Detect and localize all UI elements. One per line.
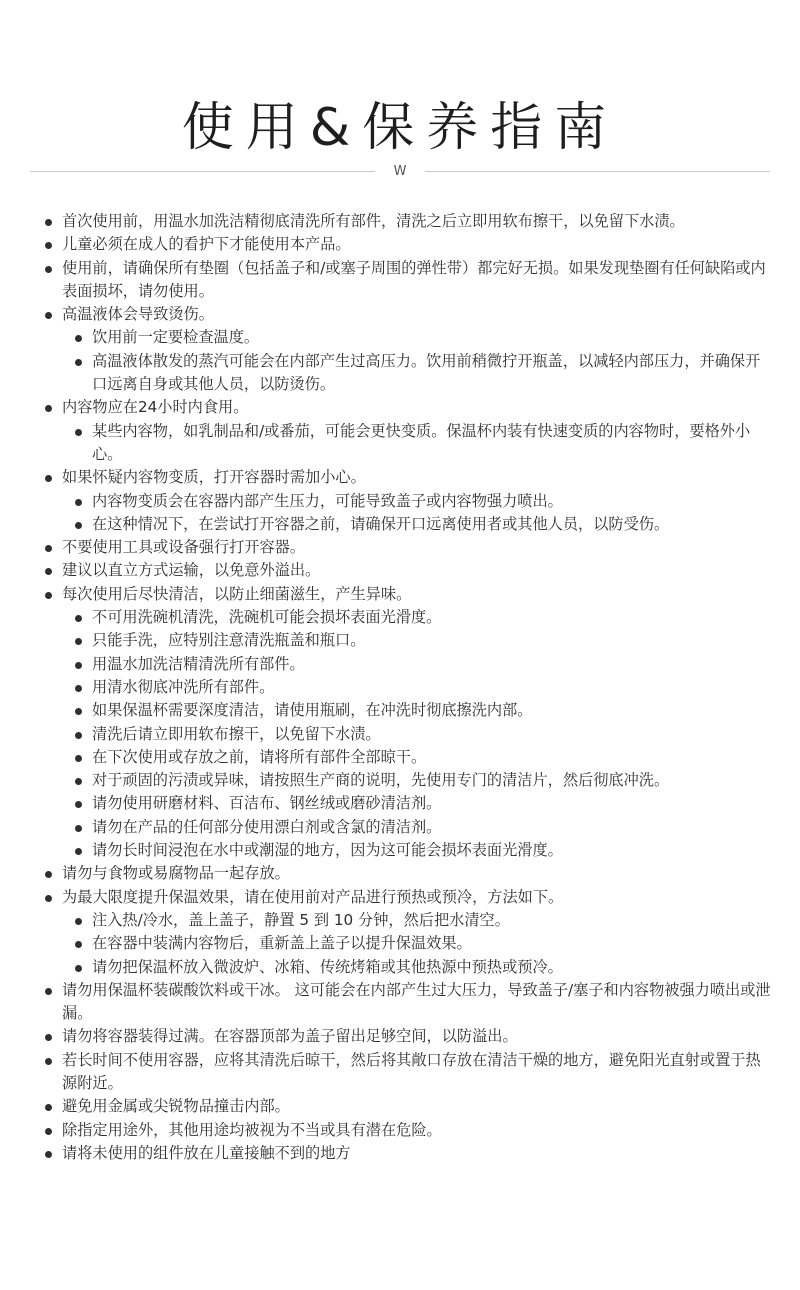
guide-subitem [74,653,774,676]
guide-subitem [74,769,774,792]
guide-item-text: 首次使用前，用温水加洗洁精彻底清洗所有部件，清洗之后立即用软布擦干，以免留下水渍。 [62,212,685,230]
guide-item [44,396,774,419]
guide-item-text: 高温液体会导致烫伤。 [62,305,214,324]
bullet-icon [45,1128,52,1135]
bullet-icon [45,405,52,412]
bullet-icon [45,1104,52,1111]
guide-item-text: 请勿在产品的任何部分使用漂白剂或含氯的清洁剂。 [92,817,442,836]
bullet-icon [75,778,82,785]
guide-item [44,466,774,489]
guide-item-text: 在这种情况下，在尝试打开容器之前，请确保开口远离使用者或其他人员，以防受伤。 [92,514,670,533]
guide-item-text: 高温液体散发的蒸汽可能会在内部产生过高压力。饮用前稍微拧开瓶盖，以减轻内部压力，并确保开口远离自身或其他人员，以防烫伤。 [92,351,761,394]
guide-subitem [74,816,774,839]
guide-subitem [74,513,774,536]
guide-item-text: 内容物应在24小时内食用。 [62,398,249,417]
guide-item-text: 请勿将容器装得过满。在容器顶部为盖子留出足够空间，以防溢出。 [62,1027,518,1046]
guide-item [44,862,774,885]
guide-item-text: 为最大限度提升保温效果，请在使用前对产品进行预热或预冷，方法如下。 [62,887,564,906]
bullet-icon [45,266,52,273]
bullet-icon [45,592,52,599]
divider-mark: W [393,164,407,179]
divider-line-right [425,171,770,172]
guide-item [44,1049,774,1096]
guide-item-text: 不可用洗碗机清洗，洗碗机可能会损坏表面光滑度。 [92,608,442,627]
guide-subitem [74,676,774,699]
guide-item-text: 每次使用后尽快清洁，以防止细菌滋生，产生异味。 [62,584,412,603]
bullet-icon [75,801,82,808]
guide-item [44,1142,774,1165]
bullet-icon [75,522,82,529]
guide-item [44,1095,774,1118]
bullet-icon [45,1058,52,1065]
guide-subitem [74,490,774,513]
bullet-icon [75,359,82,366]
guide-item-text: 请勿长时间浸泡在水中或潮湿的地方，因为这可能会损坏表面光滑度。 [92,841,563,860]
guide-subitem [74,606,774,629]
guide-item [44,979,774,1026]
bullet-icon [45,895,52,902]
bullet-icon [45,568,52,575]
divider-line-left [30,171,375,172]
guide-item-text: 除指定用途外，其他用途均被视为不当或具有潜在危险。 [62,1120,442,1139]
guide-list [44,210,774,1165]
guide-item-text: 避免用金属或尖锐物品撞击内部。 [62,1097,290,1116]
bullet-icon [45,871,52,878]
guide-item-text: 建议以直立方式运输，以免意外溢出。 [62,561,321,580]
guide-item [44,536,774,559]
title-divider [30,161,770,183]
guide-subitem [74,699,774,722]
guide-item-text: 请勿把保温杯放入微波炉、冰箱、传统烤箱或其他热源中预热或预冷。 [92,957,563,976]
bullet-icon [75,755,82,762]
guide-subitem [74,839,774,862]
bullet-icon [75,662,82,669]
bullet-icon [75,615,82,622]
bullet-icon [75,638,82,645]
guide-item [44,886,774,909]
bullet-icon [45,1034,52,1041]
bullet-icon [45,545,52,552]
guide-subitem [74,326,774,349]
guide-item [44,257,774,304]
bullet-icon [75,708,82,715]
bullet-icon [75,732,82,739]
guide-item [44,1025,774,1048]
guide-item-text: 清洗后请立即用软布擦干，以免留下水渍。 [92,724,381,743]
guide-item-text: 内容物变质会在容器内部产生压力，可能导致盖子或内容物强力喷出。 [92,491,563,510]
guide-item-text: 饮用前一定要检查温度。 [92,328,260,347]
guide-item-text: 在容器中装满内容物后，重新盖上盖子以提升保温效果。 [92,934,472,953]
guide-item-text: 只能手洗，应特别注意清洗瓶盖和瓶口。 [92,631,366,650]
guide-item-text: 对于顽固的污渍或异味，请按照生产商的说明，先使用专门的清洁片，然后彻底冲洗。 [92,771,670,790]
bullet-icon [75,825,82,832]
guide-item-text: 请勿与食物或易腐物品一起存放。 [62,864,290,883]
guide-item-text: 注入热/冷水，盖上盖子，静置 5 到 10 分钟，然后把水清空。 [92,910,510,929]
guide-subitem [74,909,774,932]
guide-item-text: 使用前，请确保所有垫圈（包括盖子和/或塞子周围的弹性带）都完好无损。如果发现垫圈有任何缺陷或内表面损坏，请勿使用。 [62,258,766,300]
page-title: 使用&保养指南 [181,98,619,158]
bullet-icon [45,312,52,319]
guide-item [44,559,774,582]
guide-item-text: 某些内容物，如乳制品和/或番茄，可能会更快变质。保温杯内装有快速变质的内容物时，要格外小心。 [92,421,751,463]
bullet-icon [45,1151,52,1158]
bullet-icon [75,499,82,506]
bullet-icon [75,429,82,436]
guide-item [44,1119,774,1142]
bullet-icon [45,988,52,995]
guide-item [44,210,774,233]
guide-item [44,233,774,256]
guide-subitem [74,350,774,397]
guide-item-text: 不要使用工具或设备强行打开容器。 [62,538,305,557]
guide-item-text: 用温水加洗洁精清洗所有部件。 [92,654,305,673]
guide-subitem [74,792,774,815]
bullet-icon [75,685,82,692]
bullet-icon [75,335,82,342]
guide-item-text: 若长时间不使用容器，应将其清洗后晾干，然后将其敞口存放在清洁干燥的地方，避免阳光直射或置于热源附近。 [62,1050,761,1092]
guide-item [44,583,774,606]
guide-subitem [74,629,774,652]
guide-item-text: 儿童必须在成人的看护下才能使用本产品。 [62,235,351,254]
bullet-icon [45,219,52,226]
guide-subitem [74,956,774,979]
guide-subitem [74,420,774,467]
bullet-icon [75,941,82,948]
guide-item-text: 如果怀疑内容物变质，打开容器时需加小心。 [62,468,366,487]
guide-item-text: 请勿用保温杯装碳酸饮料或干冰。 这可能会在内部产生过大压力，导致盖子/塞子和内容物被强力喷出或泄漏。 [62,980,771,1023]
guide-item-text: 请勿使用研磨材料、百洁布、钢丝绒或磨砂清洁剂。 [92,794,442,813]
bullet-icon [75,918,82,925]
guide-item-text: 用清水彻底冲洗所有部件。 [92,677,275,696]
guide-subitem [74,746,774,769]
guide-item-text: 如果保温杯需要深度清洁，请使用瓶刷，在冲洗时彻底擦洗内部。 [92,701,533,720]
bullet-icon [75,848,82,855]
guide-item-text: 请将未使用的组件放在儿童接触不到的地方 [62,1143,351,1162]
guide-subitem [74,932,774,955]
guide-subitem [74,723,774,746]
bullet-icon [45,475,52,482]
guide-item-text: 在下次使用或存放之前，请将所有部件全部晾干。 [92,747,427,766]
bullet-icon [45,242,52,249]
guide-item [44,303,774,326]
bullet-icon [75,965,82,972]
